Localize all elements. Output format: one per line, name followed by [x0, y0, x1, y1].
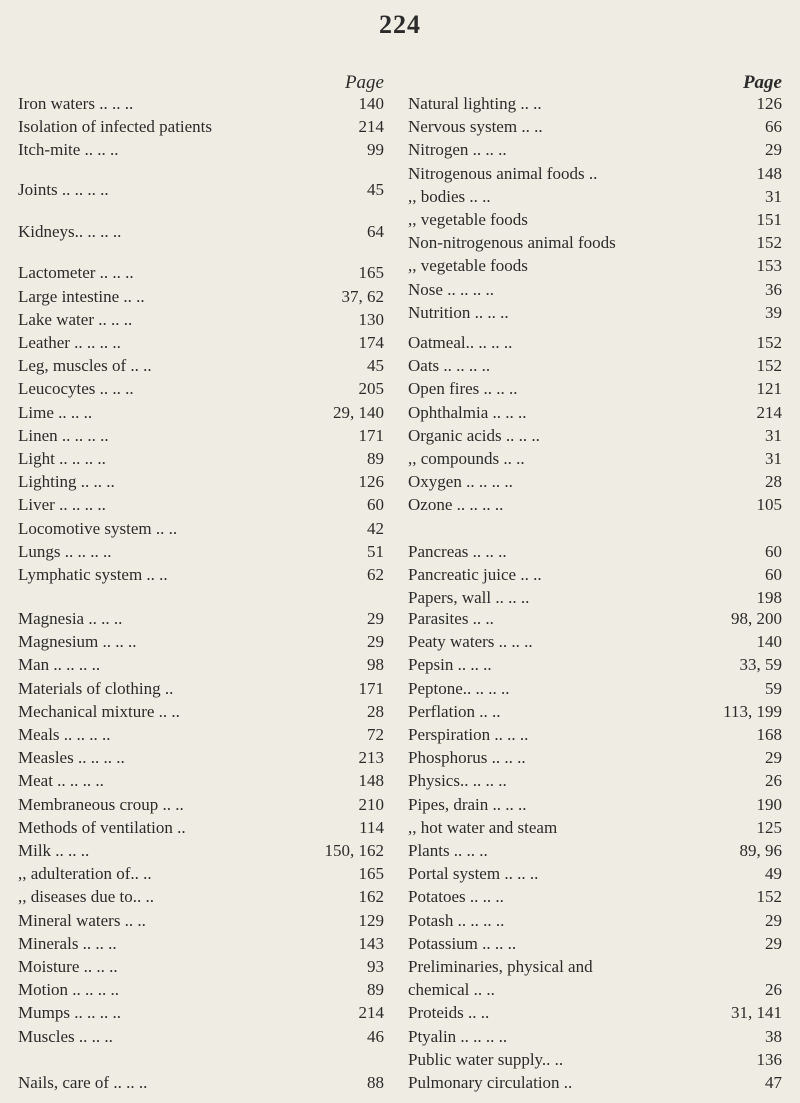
index-entry	[18, 887, 390, 907]
entry-term: ,, vegetable foods	[408, 210, 528, 229]
entry-term: Man .. .. .. ..	[18, 655, 101, 675]
index-entry	[408, 187, 782, 207]
index-entry	[18, 795, 390, 815]
entry-term: Linen .. .. .. ..	[18, 425, 109, 445]
entry-term: Ozone .. .. .. ..	[408, 495, 504, 515]
index-entry	[408, 655, 782, 675]
entry-term: Motion .. .. .. ..	[18, 980, 120, 1000]
page-number: 224	[379, 10, 421, 39]
index-entry	[408, 795, 782, 815]
index-entry	[18, 495, 390, 515]
entry-term: Ophthalmia .. .. ..	[408, 402, 527, 422]
entry-page-ref: 49	[765, 864, 782, 884]
index-entry	[18, 426, 390, 446]
entry-term: Kidneys.. .. .. ..	[18, 221, 122, 241]
entry-page-ref: 130	[358, 309, 384, 329]
entry-page-ref: 129	[358, 910, 384, 930]
entry-term: Potash .. .. .. ..	[408, 910, 505, 930]
entry-term: Leucocytes .. .. ..	[18, 379, 134, 399]
index-entry	[18, 702, 390, 722]
entry-page-ref: 29, 140	[333, 402, 384, 422]
entry-term: Meat .. .. .. ..	[18, 771, 104, 791]
index-entry	[408, 679, 782, 699]
entry-term: Nervous system .. ..	[408, 117, 543, 137]
entry-term: Parasites .. ..	[408, 609, 494, 629]
index-entry	[18, 911, 390, 931]
entry-page-ref: 121	[756, 379, 782, 399]
index-entry	[408, 542, 782, 562]
index-entry	[408, 1027, 782, 1047]
index-entry	[408, 609, 782, 629]
index-entry	[408, 472, 782, 492]
index-entry	[408, 1073, 782, 1093]
index-entry	[408, 379, 782, 399]
entry-page-ref: 152	[756, 356, 782, 376]
index-entry	[18, 565, 390, 585]
index-entry	[408, 565, 782, 585]
index-entry	[408, 94, 782, 114]
index-entry	[408, 632, 782, 652]
entry-page-ref: 42	[367, 518, 384, 538]
entry-term: Pancreatic juice .. ..	[408, 564, 542, 584]
index-entry	[18, 403, 390, 423]
index-entry	[18, 94, 390, 114]
entry-page-ref: 39	[765, 302, 782, 322]
index-entry	[408, 280, 782, 300]
index-entry	[18, 818, 390, 838]
index-entry	[408, 702, 782, 722]
index-entry	[408, 140, 782, 160]
index-entry	[408, 934, 782, 954]
entry-term: ,, adulteration of.. ..	[18, 864, 152, 884]
entry-term: ,, hot water and steam	[408, 817, 558, 837]
entry-term: Lymphatic system .. ..	[18, 564, 168, 584]
entry-page-ref: 89	[367, 980, 384, 1000]
entry-page-ref: 62	[367, 564, 384, 584]
entry-page-ref: 174	[358, 332, 384, 352]
entry-term: Light .. .. .. ..	[18, 448, 106, 468]
entry-term: Meals .. .. .. ..	[18, 725, 111, 745]
entry-term: Portal system .. .. ..	[408, 864, 539, 884]
entry-page-ref: 148	[358, 771, 384, 791]
index-entry	[408, 449, 782, 469]
entry-page-ref: 148	[756, 163, 782, 183]
entry-page-ref: 162	[358, 887, 384, 907]
entry-page-ref: 29	[367, 609, 384, 629]
entry-term: Papers, wall .. .. ..	[408, 588, 530, 608]
index-entry	[18, 679, 390, 699]
entry-term: Oats .. .. .. ..	[408, 356, 491, 376]
entry-term: chemical .. ..	[408, 980, 495, 1000]
entry-term: Leg, muscles of .. ..	[18, 356, 152, 376]
entry-page-ref: 210	[358, 794, 384, 814]
index-entry	[18, 310, 390, 330]
entry-term: Organic acids .. .. ..	[408, 425, 540, 445]
index-entry	[408, 818, 782, 838]
index-entry	[408, 403, 782, 423]
index-entry	[18, 379, 390, 399]
index-entry	[18, 980, 390, 1000]
entry-page-ref: 126	[756, 94, 782, 113]
entry-page-ref: 59	[765, 678, 782, 698]
entry-page-ref: 198	[756, 588, 782, 608]
entry-page-ref: 89	[367, 448, 384, 468]
entry-term: Nitrogen .. .. ..	[408, 140, 507, 160]
entry-term: Joints .. .. .. ..	[18, 179, 109, 199]
index-entry	[408, 911, 782, 931]
entry-page-ref: 214	[756, 402, 782, 422]
entry-page-ref: 98	[367, 655, 384, 675]
entry-term: Peaty waters .. .. ..	[408, 632, 533, 652]
entry-term: Oxygen .. .. .. ..	[408, 472, 513, 492]
entry-page-ref: 29	[367, 632, 384, 652]
entry-term: Isolation of infected patients	[18, 117, 213, 137]
entry-page-ref: 126	[358, 472, 384, 492]
entry-page-ref: 143	[358, 933, 384, 953]
entry-term: Phosphorus .. .. ..	[408, 748, 526, 768]
index-entry	[18, 449, 390, 469]
entry-page-ref: 150, 162	[324, 841, 384, 861]
index-entry	[18, 1003, 390, 1023]
entry-page-ref: 190	[756, 794, 782, 814]
index-entry	[18, 117, 390, 137]
entry-term: Plants .. .. ..	[408, 841, 488, 861]
entry-term: Potatoes .. .. ..	[408, 887, 504, 907]
index-entry	[18, 180, 390, 200]
index-entry	[18, 542, 390, 562]
entry-page-ref: 26	[765, 980, 782, 1000]
entry-term: Minerals .. .. ..	[18, 933, 117, 953]
entry-page-ref: 152	[756, 332, 782, 352]
index-entry	[18, 263, 390, 283]
index-entry	[408, 256, 782, 276]
entry-term: Peptone.. .. .. ..	[408, 678, 510, 698]
entry-term: Non-nitrogenous animal foods	[408, 233, 616, 253]
index-entry	[18, 748, 390, 768]
entry-page-ref: 72	[367, 725, 384, 745]
index-entry	[408, 117, 782, 137]
entry-page-ref: 105	[756, 495, 782, 515]
entry-page-ref: 214	[358, 1003, 384, 1023]
entry-page-ref: 29	[765, 748, 782, 768]
entry-page-ref: 66	[765, 117, 782, 137]
index-entry	[18, 1027, 390, 1047]
entry-term: Iron waters .. .. ..	[18, 94, 134, 113]
entry-term: Natural lighting .. ..	[408, 94, 542, 113]
index-entry	[408, 1003, 782, 1023]
index-entry	[18, 725, 390, 745]
index-entry	[408, 164, 782, 184]
index-entry	[18, 934, 390, 954]
entry-term: Lake water .. .. ..	[18, 309, 133, 329]
entry-term: ,, vegetable foods	[408, 256, 528, 276]
index-entry	[18, 472, 390, 492]
entry-term: Lighting .. .. ..	[18, 472, 115, 492]
entry-page-ref: 168	[756, 725, 782, 745]
entry-page-ref: 38	[765, 1026, 782, 1046]
entry-page-ref: 45	[367, 179, 384, 199]
entry-term: Magnesia .. .. ..	[18, 609, 123, 629]
index-entry	[18, 140, 390, 160]
entry-term: Magnesium .. .. ..	[18, 632, 137, 652]
index-entry	[408, 356, 782, 376]
entry-page-ref: 64	[367, 221, 384, 241]
index-entry	[18, 609, 390, 629]
entry-page-ref: 113, 199	[723, 701, 782, 721]
entry-term: Materials of clothing ..	[18, 678, 174, 698]
entry-term: Large intestine .. ..	[18, 286, 145, 306]
entry-page-ref: 33, 59	[739, 655, 782, 675]
entry-page-ref: 125	[756, 817, 782, 837]
entry-term: Oatmeal.. .. .. ..	[408, 332, 513, 352]
index-entry	[408, 303, 782, 323]
page-column-header: Page	[742, 72, 782, 93]
index-entry	[408, 725, 782, 745]
index-entry	[18, 222, 390, 242]
entry-page-ref: 153	[756, 256, 782, 276]
index-entry	[408, 210, 782, 230]
entry-term: Pipes, drain .. .. ..	[408, 794, 527, 814]
entry-page-ref: 47	[765, 1073, 782, 1093]
entry-term: Measles .. .. .. ..	[18, 748, 125, 768]
entry-term: Pepsin .. .. ..	[408, 655, 492, 675]
entry-page-ref: 29	[765, 910, 782, 930]
entry-page-ref: 36	[765, 279, 782, 299]
index-entry	[18, 1073, 390, 1093]
entry-term: Preliminaries, physical and	[408, 957, 593, 977]
entry-page-ref: 29	[765, 140, 782, 160]
entry-term: Lactometer .. .. ..	[18, 263, 134, 283]
entry-page-ref: 99	[367, 140, 384, 160]
entry-page-ref: 60	[765, 564, 782, 584]
entry-term: Mineral waters .. ..	[18, 910, 146, 930]
index-entry	[18, 957, 390, 977]
entry-term: Potassium .. .. ..	[408, 933, 517, 953]
index-entry	[408, 495, 782, 515]
entry-page-ref: 140	[756, 632, 782, 652]
index-entry	[408, 771, 782, 791]
index-entry	[408, 588, 782, 608]
entry-term: ,, bodies .. ..	[408, 186, 491, 206]
entry-page-ref: 93	[367, 957, 384, 977]
entry-page-ref: 45	[367, 356, 384, 376]
entry-page-ref: 28	[367, 701, 384, 721]
index-entry	[408, 426, 782, 446]
index-entry	[18, 632, 390, 652]
index-entry	[408, 841, 782, 861]
entry-page-ref: 60	[765, 541, 782, 561]
entry-page-ref: 165	[358, 864, 384, 884]
entry-page-ref: 88	[367, 1073, 384, 1093]
entry-page-ref: 205	[358, 379, 384, 399]
index-entry	[408, 980, 782, 1000]
entry-page-ref: 214	[358, 117, 384, 137]
entry-page-ref: 165	[358, 263, 384, 283]
entry-term: Nails, care of .. .. ..	[18, 1073, 148, 1093]
entry-page-ref: 29	[765, 933, 782, 953]
index-entry	[408, 748, 782, 768]
entry-page-ref: 37, 62	[341, 286, 384, 306]
entry-page-ref: 31	[765, 186, 782, 206]
entry-term: Itch-mite .. .. ..	[18, 140, 119, 160]
entry-term: Perflation .. ..	[408, 701, 501, 721]
index-entry	[18, 519, 390, 539]
entry-term: Mechanical mixture .. ..	[18, 701, 180, 721]
index-entry	[408, 1050, 782, 1070]
entry-page-ref: 31, 141	[731, 1003, 782, 1023]
entry-page-ref: 114	[359, 817, 384, 837]
entry-page-ref: 51	[367, 541, 384, 561]
index-entry	[408, 887, 782, 907]
entry-term: Pancreas .. .. ..	[408, 541, 507, 561]
entry-page-ref: 28	[765, 472, 782, 492]
entry-term: Methods of ventilation ..	[18, 817, 186, 837]
entry-term: Public water supply.. ..	[408, 1049, 564, 1069]
index-entry	[408, 233, 782, 253]
entry-page-ref: 140	[358, 94, 384, 113]
entry-page-ref: 31	[765, 448, 782, 468]
index-entry	[18, 771, 390, 791]
entry-term: Mumps .. .. .. ..	[18, 1003, 121, 1023]
entry-page-ref: 89, 96	[739, 841, 782, 861]
entry-page-ref: 171	[358, 425, 384, 445]
entry-term: Lime .. .. ..	[18, 402, 93, 422]
index-entry	[408, 864, 782, 884]
entry-term: Perspiration .. .. ..	[408, 725, 529, 745]
entry-term: Membraneous croup .. ..	[18, 794, 184, 814]
entry-page-ref: 26	[765, 771, 782, 791]
entry-page-ref: 46	[367, 1026, 384, 1046]
index-entry	[408, 333, 782, 353]
entry-term: Physics.. .. .. ..	[408, 771, 507, 791]
entry-term: Proteids .. ..	[408, 1003, 490, 1023]
entry-term: Locomotive system .. ..	[18, 518, 178, 538]
entry-term: Muscles .. .. ..	[18, 1026, 113, 1046]
entry-term: Ptyalin .. .. .. ..	[408, 1026, 508, 1046]
index-entry	[18, 356, 390, 376]
index-entry	[18, 333, 390, 353]
index-entry	[18, 287, 390, 307]
entry-term: ,, compounds .. ..	[408, 448, 525, 468]
entry-page-ref: 98, 200	[731, 609, 782, 629]
entry-page-ref: 136	[756, 1049, 782, 1069]
index-entry	[18, 841, 390, 861]
entry-term: Leather .. .. .. ..	[18, 332, 121, 352]
page-column-header: Page	[344, 72, 384, 93]
entry-term: Pulmonary circulation ..	[408, 1073, 573, 1093]
entry-page-ref: 31	[765, 425, 782, 445]
entry-page-ref: 213	[358, 748, 384, 768]
entry-page-ref: 152	[756, 233, 782, 253]
entry-term: Liver .. .. .. ..	[18, 495, 106, 515]
entry-term: Moisture .. .. ..	[18, 957, 118, 977]
entry-page-ref: 151	[756, 210, 782, 229]
entry-term: Nose .. .. .. ..	[408, 279, 494, 299]
entry-term: Open fires .. .. ..	[408, 379, 518, 399]
entry-page-ref: 171	[358, 678, 384, 698]
entry-term: ,, diseases due to.. ..	[18, 887, 154, 907]
index-entry	[18, 864, 390, 884]
entry-term: Nutrition .. .. ..	[408, 302, 509, 322]
entry-page-ref: 60	[367, 495, 384, 515]
entry-term: Nitrogenous animal foods ..	[408, 163, 598, 183]
entry-term: Lungs .. .. .. ..	[18, 541, 112, 561]
entry-term: Milk .. .. ..	[18, 841, 90, 861]
entry-page-ref: 152	[756, 887, 782, 907]
index-entry	[18, 655, 390, 675]
index-entry	[408, 957, 782, 977]
